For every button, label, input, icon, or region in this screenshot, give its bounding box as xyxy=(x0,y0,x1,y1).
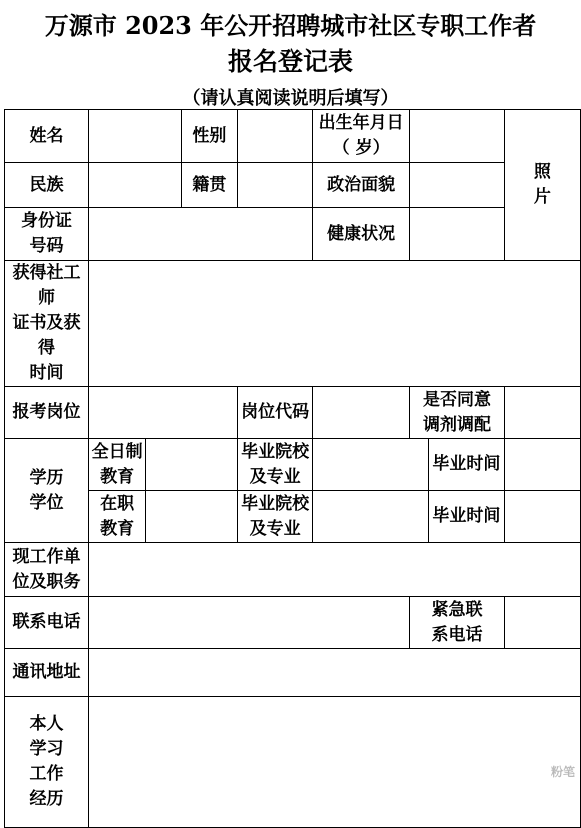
photo-box[interactable] xyxy=(504,110,580,261)
label-school-fulltime xyxy=(238,439,313,491)
input-grad-time-fulltime[interactable] xyxy=(504,439,580,491)
photo-label-l2: 片 xyxy=(533,187,551,207)
input-id-number[interactable] xyxy=(88,208,312,261)
label-resume xyxy=(5,697,89,828)
label-ethnicity: 民族 xyxy=(5,163,89,208)
label-id-l1: 身份证 xyxy=(20,211,72,231)
input-school-parttime[interactable] xyxy=(313,491,429,543)
input-adjustment[interactable] xyxy=(504,387,580,439)
label-cert-l2: 证书及获得 xyxy=(12,313,81,358)
label-position-code: 岗位代码 xyxy=(238,387,313,439)
label-resume-l4: 经历 xyxy=(29,789,64,809)
photo-label-l1: 照 xyxy=(533,162,551,182)
label-edu-l1: 学历 xyxy=(29,467,64,488)
input-resume[interactable] xyxy=(88,697,580,828)
input-ethnicity[interactable] xyxy=(88,163,181,208)
input-position[interactable] xyxy=(88,387,237,439)
input-birth[interactable] xyxy=(410,110,505,163)
label-emergency-l1: 紧急联 xyxy=(431,599,483,620)
input-parttime-education[interactable] xyxy=(146,491,238,543)
input-name[interactable] xyxy=(88,110,181,163)
label-school-l2: 及专业 xyxy=(249,466,301,487)
label-work-l1: 现工作单 xyxy=(12,546,81,567)
input-grad-time-parttime[interactable] xyxy=(504,491,580,543)
label-parttime-l1: 在职 xyxy=(100,493,135,514)
watermark-logo: 粉笔 xyxy=(550,765,575,779)
label-work-l2: 位及职务 xyxy=(12,571,81,592)
input-gender[interactable] xyxy=(238,110,313,163)
form-title-line2: 报名登记表 xyxy=(227,47,353,76)
input-native-place[interactable] xyxy=(238,163,313,208)
input-political-status[interactable] xyxy=(410,163,505,208)
form-title-line1: 万源市 2023 年公开招聘城市社区专职工作者 xyxy=(44,11,537,40)
label-parttime-l2: 教育 xyxy=(100,518,135,539)
label-school-l1: 毕业院校 xyxy=(241,441,310,462)
label-certificate xyxy=(5,261,89,387)
label-native-place: 籍贯 xyxy=(181,163,237,208)
input-work-unit[interactable] xyxy=(88,543,580,597)
label-school-parttime xyxy=(238,491,313,543)
label-birth-l2: （ 岁） xyxy=(332,138,390,158)
label-adjust-l1: 是否同意 xyxy=(422,389,491,410)
input-position-code[interactable] xyxy=(313,387,410,439)
label-fulltime-l1: 全日制 xyxy=(91,441,143,462)
label-school-pt-l2: 及专业 xyxy=(249,518,301,539)
label-work-unit xyxy=(5,543,89,597)
label-phone: 联系电话 xyxy=(5,597,89,649)
input-address[interactable] xyxy=(88,649,580,697)
label-name: 姓名 xyxy=(5,110,89,163)
label-school-pt-l1: 毕业院校 xyxy=(241,493,310,514)
label-edu-l2: 学位 xyxy=(29,492,64,513)
registration-form xyxy=(4,109,581,828)
label-health: 健康状况 xyxy=(313,208,410,261)
label-cert-l3: 时间 xyxy=(29,363,64,383)
label-adjust-l2: 调剂调配 xyxy=(422,414,491,435)
input-phone[interactable] xyxy=(88,597,409,649)
label-emergency-phone xyxy=(410,597,505,649)
input-health[interactable] xyxy=(410,208,505,261)
label-fulltime-l2: 教育 xyxy=(100,466,135,487)
form-note: （请认真阅读说明后填写） xyxy=(182,88,399,109)
input-school-fulltime[interactable] xyxy=(313,439,429,491)
label-address: 通讯地址 xyxy=(5,649,89,697)
label-resume-l3: 工作 xyxy=(29,764,64,784)
label-grad-time-parttime: 毕业时间 xyxy=(428,491,504,543)
label-parttime-education xyxy=(88,491,145,543)
label-adjustment xyxy=(410,387,505,439)
label-resume-l1: 本人 xyxy=(29,714,64,734)
label-grad-time-fulltime: 毕业时间 xyxy=(428,439,504,491)
label-birth xyxy=(313,110,410,163)
registration-table xyxy=(4,109,581,828)
label-id-number xyxy=(5,208,89,261)
input-fulltime-education[interactable] xyxy=(146,439,238,491)
label-resume-l2: 学习 xyxy=(29,739,64,759)
label-position: 报考岗位 xyxy=(5,387,89,439)
label-emergency-l2: 系电话 xyxy=(431,624,483,645)
input-emergency-phone[interactable] xyxy=(504,597,580,649)
label-birth-l1: 出生年月日 xyxy=(318,113,404,133)
label-id-l2: 号码 xyxy=(29,236,64,256)
input-certificate[interactable] xyxy=(88,261,580,387)
label-gender: 性别 xyxy=(181,110,237,163)
label-fulltime-education xyxy=(88,439,145,491)
label-cert-l1: 获得社工师 xyxy=(12,263,81,308)
label-education xyxy=(5,439,89,543)
label-political-status: 政治面貌 xyxy=(313,163,410,208)
